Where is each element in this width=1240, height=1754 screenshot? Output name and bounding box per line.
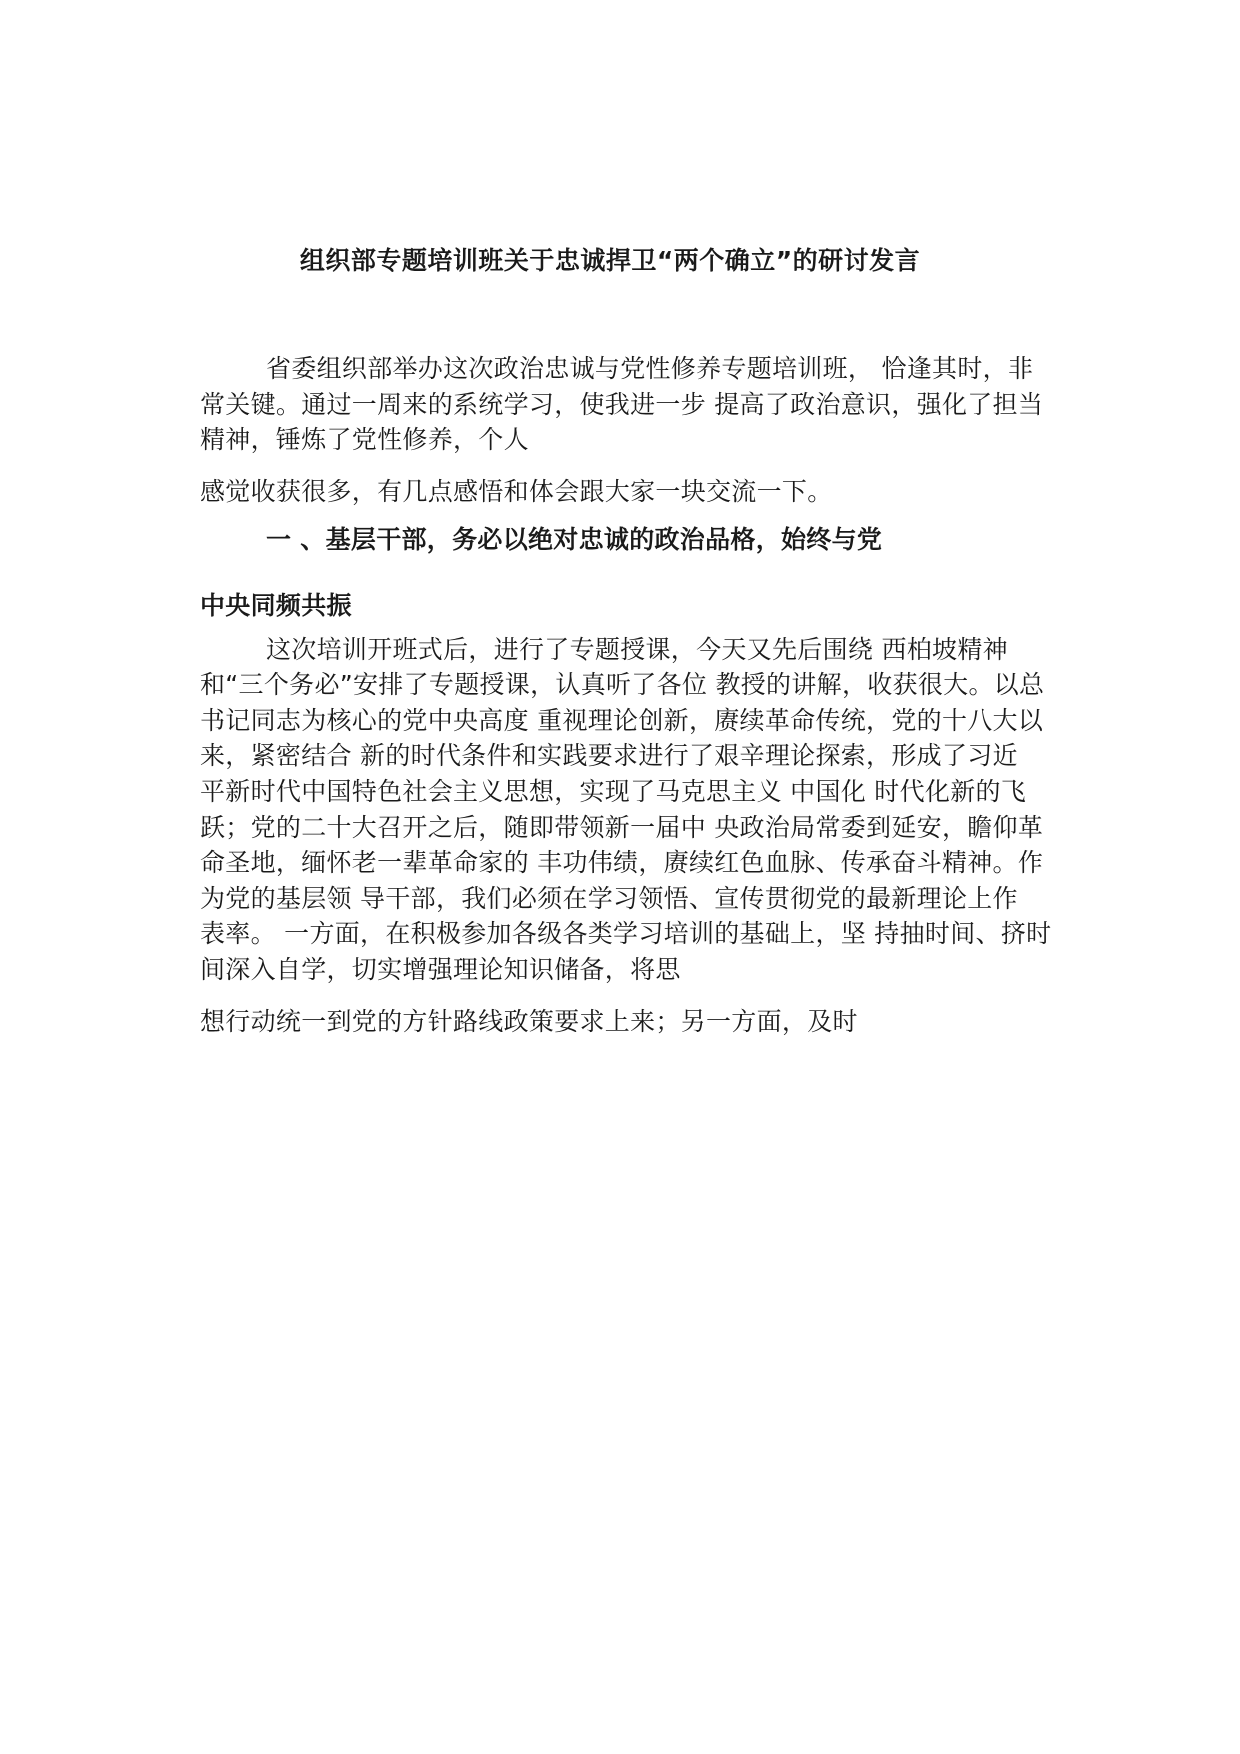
paragraph-line: 间深入自学，切实增强理论知识储备，将思 [200, 955, 681, 984]
section-heading: 一 、基层干部，务必以绝对忠诚的政治品格，始终与党 [266, 525, 883, 554]
paragraph-line: 书记同志为核心的党中央高度 重视理论创新，赓续革命传统，党的十八大以 [200, 706, 1044, 735]
paragraph-line: 精神，锤炼了党性修养，个人 [200, 425, 529, 454]
paragraph-line: 省委组织部举办这次政治忠诚与党性修养专题培训班， 恰逢其时，非 [266, 354, 1034, 383]
paragraph-line: 为党的基层领 导干部，我们必须在学习领悟、宣传贯彻党的最新理论上作 [200, 884, 1018, 913]
paragraph-line: 跃；党的二十大召开之后，随即带领新一届中 央政治局常委到延安，瞻仰革 [200, 813, 1044, 842]
paragraph-line: 感觉收获很多，有几点感悟和体会跟大家一块交流一下。 [200, 477, 833, 506]
paragraph-line: 常关键。通过一周来的系统学习，使我进一步 提高了政治意识，强化了担当 [200, 390, 1044, 419]
paragraph-line: 表率。 一方面，在积极参加各级各类学习培训的基础上，坚 持抽时间、挤时 [200, 919, 1052, 948]
paragraph-line: 想行动统一到党的方针路线政策要求上来；另一方面，及时 [200, 1007, 858, 1036]
document-title: 组织部专题培训班关于忠诚捍卫“两个确立”的研讨发言 [299, 246, 921, 275]
paragraph-line: 命圣地，缅怀老一辈革命家的 丰功伟绩，赓续红色血脉、传承奋斗精神。作 [200, 848, 1044, 877]
paragraph-line: 来，紧密结合 新的时代条件和实践要求进行了艰辛理论探索，形成了习近 [200, 741, 1018, 770]
paragraph-line: 平新时代中国特色社会主义思想，实现了马克思主义 中国化 时代化新的飞 [200, 777, 1027, 806]
section-heading-continued: 中央同频共振 [200, 591, 352, 620]
paragraph-line: 这次培训开班式后，进行了专题授课，今天又先后围绕 西柏坡精神 [266, 635, 1008, 664]
paragraph-line: 和“三个务必”安排了专题授课，认真听了各位 教授的讲解，收获很大。以总 [200, 670, 1045, 699]
